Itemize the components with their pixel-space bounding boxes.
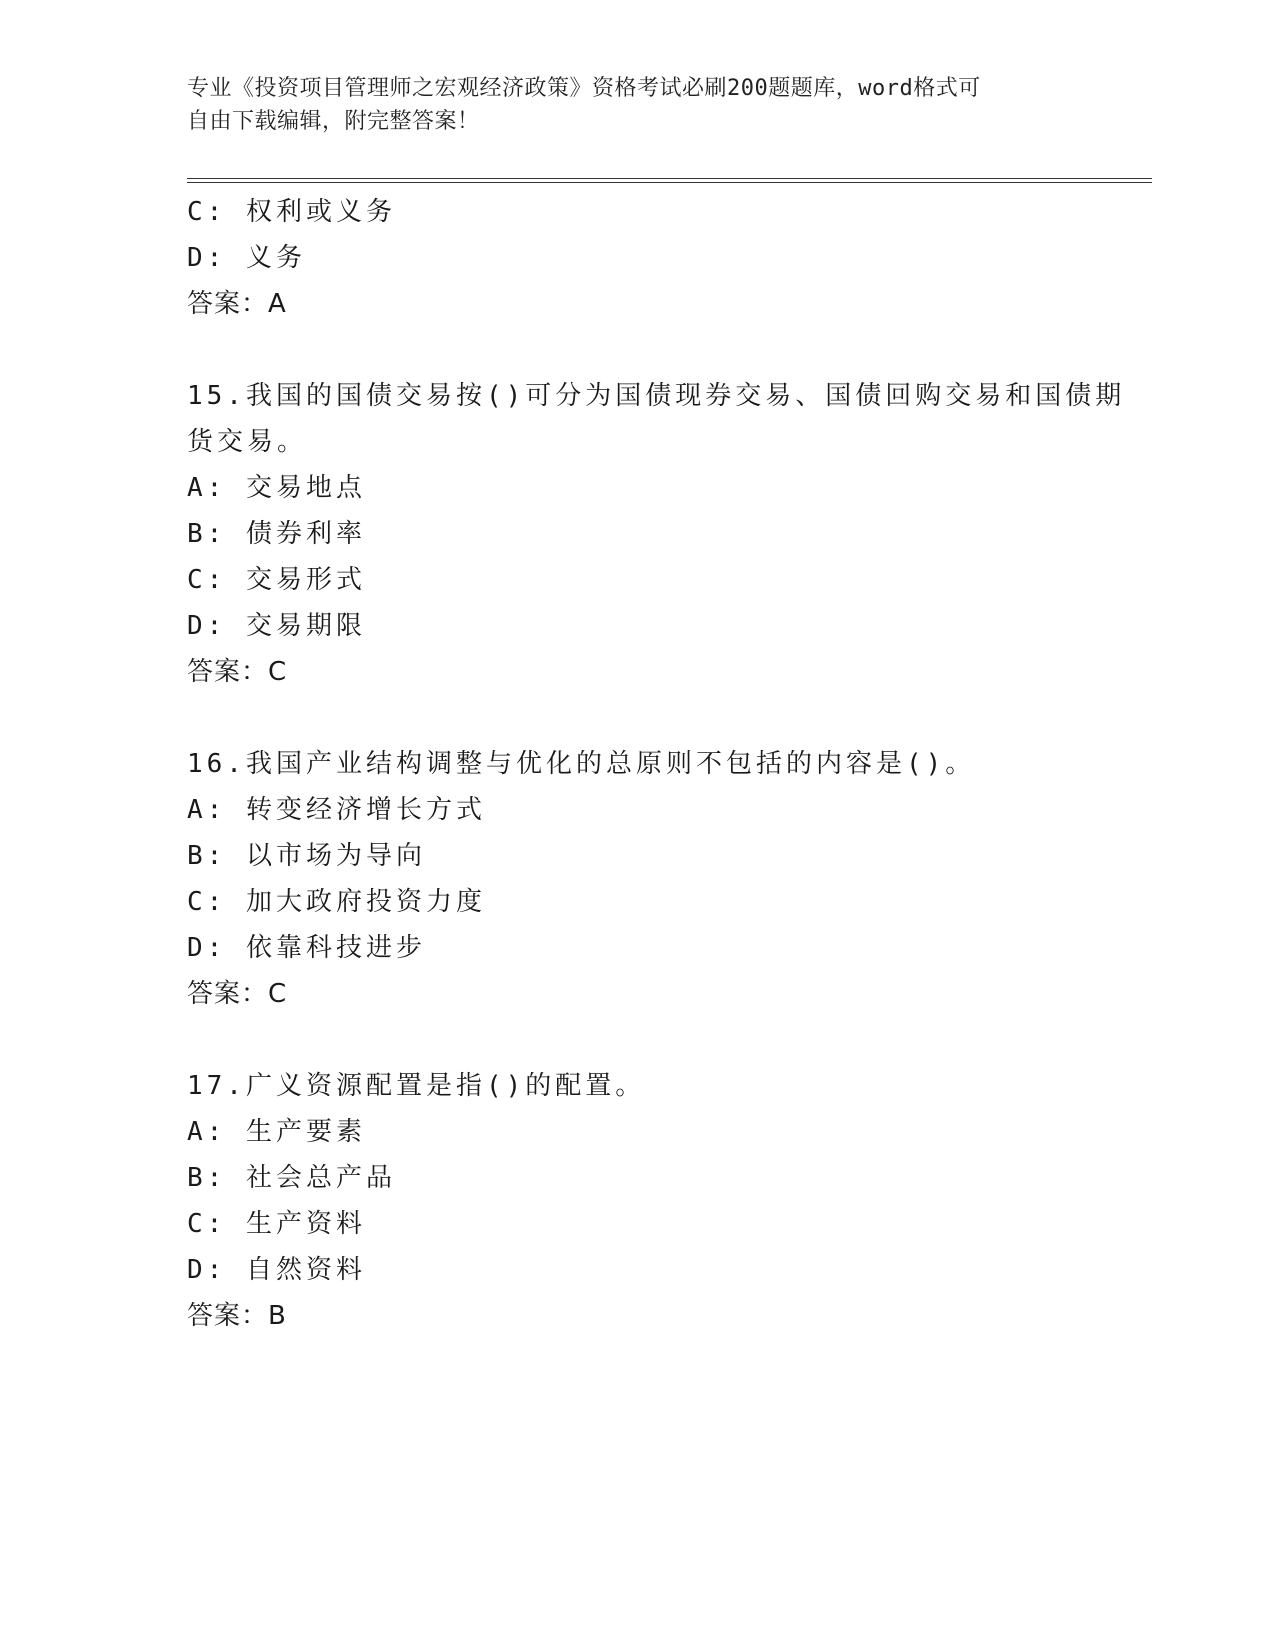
option-c: C: 权利或义务 — [187, 197, 396, 227]
option-b: B: 以市场为导向 — [187, 841, 426, 871]
spacer — [187, 695, 1087, 741]
option-d: D: 自然资料 — [187, 1255, 366, 1285]
question-16 — [187, 741, 1087, 1017]
question-stem-continued: 货交易。 — [187, 427, 308, 457]
option-c: C: 生产资料 — [187, 1209, 366, 1239]
header-line-1: 专业《投资项目管理师之宏观经济政策》资格考试必刷200题题库，word格式可 — [187, 76, 981, 101]
document-header — [187, 72, 1067, 138]
option-c: C: 加大政府投资力度 — [187, 887, 486, 917]
option-b: B: 社会总产品 — [187, 1163, 396, 1193]
option-b: B: 债券利率 — [187, 519, 366, 549]
question-17 — [187, 1063, 1087, 1339]
question-stem: 17.广义资源配置是指()的配置。 — [187, 1071, 646, 1101]
option-a: A: 生产要素 — [187, 1117, 366, 1147]
option-c: C: 交易形式 — [187, 565, 366, 595]
answer: 答案：A — [187, 289, 287, 319]
option-d: D: 交易期限 — [187, 611, 366, 641]
question-14-continued — [187, 189, 1087, 327]
question-list — [187, 189, 1126, 1339]
option-a: A: 转变经济增长方式 — [187, 795, 486, 825]
option-a: A: 交易地点 — [187, 473, 366, 503]
answer: 答案：C — [187, 979, 288, 1009]
spacer — [187, 1017, 1087, 1063]
question-stem: 15.我国的国债交易按()可分为国债现券交易、国债回购交易和国债期 — [187, 381, 1126, 411]
question-stem: 16.我国产业结构调整与优化的总原则不包括的内容是()。 — [187, 749, 976, 779]
question-15 — [187, 373, 1126, 695]
header-line-2: 自由下载编辑，附完整答案！ — [187, 109, 480, 134]
answer: 答案：B — [187, 1301, 287, 1331]
answer: 答案：C — [187, 657, 288, 687]
option-d: D: 义务 — [187, 243, 306, 273]
header-divider-bottom — [187, 182, 1152, 183]
spacer — [187, 327, 1087, 373]
header-divider-top — [187, 178, 1152, 179]
option-d: D: 依靠科技进步 — [187, 933, 426, 963]
